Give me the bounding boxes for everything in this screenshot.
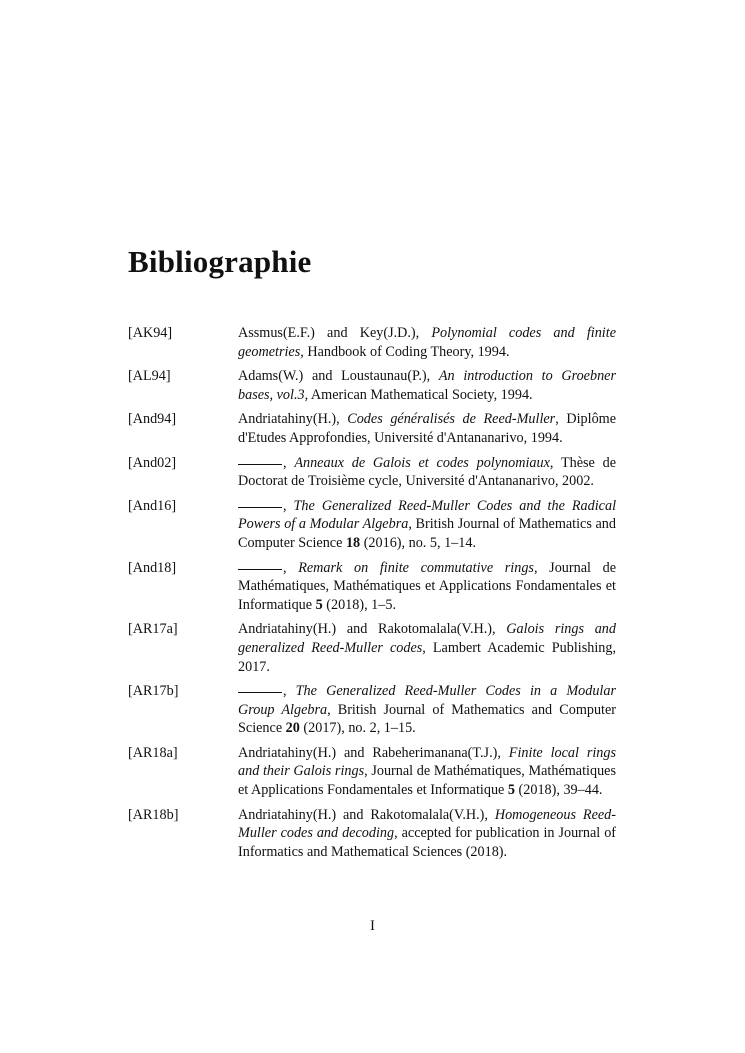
reference-item (128, 559, 616, 615)
reference-key: [AR17a] (128, 621, 178, 638)
reference-details-end: (2017), no. 2, 1–15. (299, 720, 416, 737)
reference-title: Remark on finite commutative rings (298, 559, 534, 576)
reference-details: , Handbook of Coding Theory, 1994. (300, 343, 510, 360)
reference-authors: Andriatahiny(H.) and Rakotomalala(V.H.), (238, 621, 507, 638)
reference-text (238, 744, 616, 800)
reference-authors: , (283, 497, 294, 514)
reference-key: [And94] (128, 411, 177, 428)
reference-text (238, 806, 616, 862)
reference-authors: Andriatahiny(H.) and Rabeherimanana(T.J.), (238, 744, 509, 761)
reference-details: , American Mathematical Society, 1994. (304, 386, 533, 403)
reference-title: The Generalized Reed-Muller Codes and the Radical Powers of a Modular Algebra (238, 497, 617, 533)
reference-title: Homogeneous Reed-Muller codes and decoding (238, 806, 616, 842)
reference-title: An introduction to Groebner bases, vol.3 (238, 368, 616, 403)
reference-authors: , (283, 683, 296, 700)
reference-authors: , (283, 559, 299, 576)
reference-details: , Thèse de Doctorat de Troisième cycle, Université d'Antananarivo, 2002. (238, 454, 616, 490)
reference-details: , British Journal of Mathematics and Computer Science (238, 701, 617, 737)
reference-details: , accepted for publication in Journal of Informatics and Mathematical Sciences (2018). (238, 825, 617, 860)
reference-item (128, 806, 616, 862)
same-author-dash (238, 559, 282, 570)
reference-details: , Diplôme d'Etudes Approfondies, Université d'Antananarivo, 1994. (238, 411, 616, 446)
reference-text (238, 410, 616, 447)
reference-text (238, 454, 616, 491)
bibliography-list (128, 324, 616, 867)
reference-item (128, 454, 616, 491)
reference-title: The Generalized Reed-Muller Codes in a Modular Group Algebra (238, 683, 616, 718)
reference-title: Polynomial codes and finite geometries (238, 325, 616, 360)
reference-title: Anneaux de Galois et codes polynomiaux (294, 454, 550, 471)
reference-details: , British Journal of Mathematics and Computer Science (238, 516, 616, 551)
reference-authors: Assmus(E.F.) and Key(J.D.), (238, 325, 432, 341)
reference-authors: Adams(W.) and Loustaunau(P.), (238, 368, 439, 385)
reference-item (128, 620, 616, 676)
reference-key: [AR18a] (128, 744, 178, 761)
reference-key: [And16] (128, 497, 177, 514)
reference-key: [And18] (128, 559, 177, 576)
reference-text (238, 367, 616, 404)
reference-key: [AR18b] (128, 806, 179, 823)
same-author-dash (238, 454, 282, 465)
reference-item (128, 744, 616, 800)
reference-item (128, 497, 616, 553)
reference-item (128, 682, 616, 738)
reference-text (238, 559, 616, 615)
reference-title: Galois rings and generalized Reed-Muller codes (238, 621, 616, 656)
reference-authors: Andriatahiny(H.), (238, 411, 348, 428)
reference-title: Finite local rings and their Galois rings (238, 744, 616, 780)
reference-authors: Andriatahiny(H.) and Rakotomalala(V.H.), (238, 806, 495, 823)
reference-details: , Journal de Mathématiques, Mathématiques et Applications Fondamentales et Informatique (238, 559, 616, 613)
reference-text (238, 324, 616, 361)
reference-key: [AL94] (128, 368, 171, 385)
reference-authors: , (283, 454, 295, 471)
reference-title: Codes généralisés de Reed-Muller (347, 411, 556, 428)
reference-volume: 5 (507, 782, 515, 799)
reference-volume: 20 (285, 720, 300, 737)
reference-details: , Journal de Mathématiques, Mathématiques et Applications Fondamentales et Informatique (238, 763, 616, 799)
reference-key: [AR17b] (128, 683, 179, 700)
reference-item (128, 410, 616, 447)
reference-volume: 18 (345, 534, 361, 551)
reference-key: [And02] (128, 454, 177, 471)
reference-item (128, 367, 616, 404)
reference-details-end: (2018), 1–5. (322, 596, 396, 613)
reference-item (128, 324, 616, 361)
reference-text (238, 620, 616, 676)
reference-details: , Lambert Academic Publishing, 2017. (238, 639, 616, 675)
page-number: I (370, 918, 375, 934)
page-title: Bibliographie (128, 244, 312, 279)
reference-details-end: (2016), no. 5, 1–14. (360, 534, 476, 551)
reference-text (238, 497, 616, 553)
reference-details-end: (2018), 39–44. (514, 782, 603, 799)
reference-volume: 5 (315, 596, 323, 613)
same-author-dash (238, 497, 282, 508)
same-author-dash (238, 682, 282, 693)
reference-key: [AK94] (128, 325, 173, 341)
reference-text (238, 682, 616, 738)
